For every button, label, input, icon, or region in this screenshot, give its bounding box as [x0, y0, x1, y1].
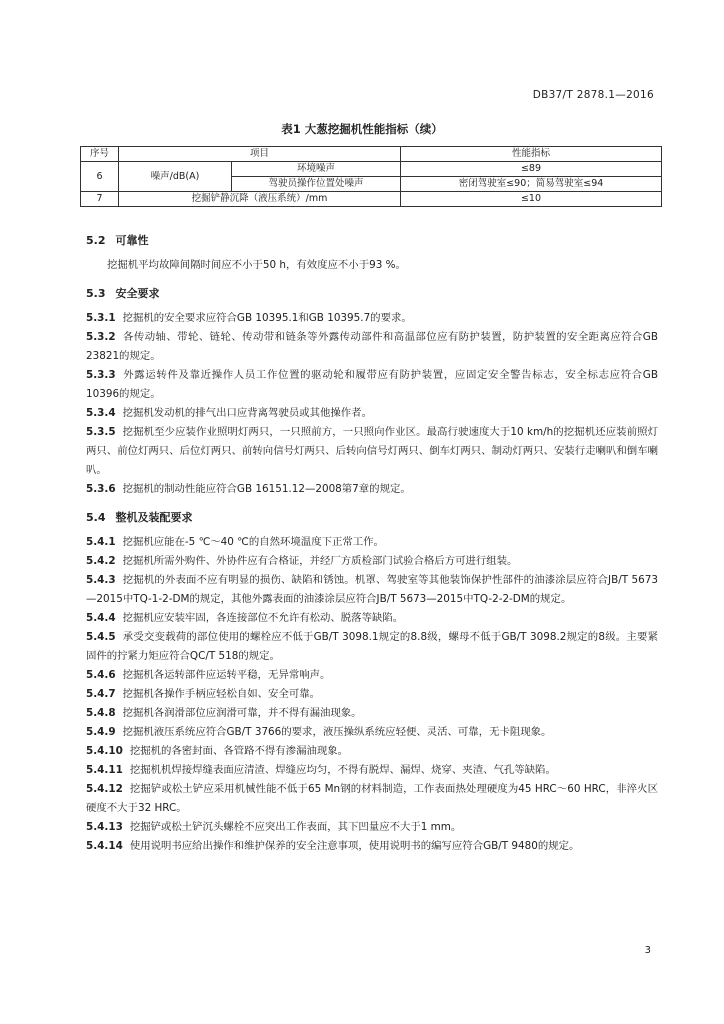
clause-number: 5.4.9 [86, 726, 116, 738]
section-heading: 5.3 安全要求 [86, 287, 160, 300]
clause-number: 5.4.14 [86, 840, 123, 852]
clause [86, 571, 658, 609]
clause-number: 5.3.2 [86, 331, 116, 343]
clause-text: 挖掘机至少应装作业照明灯两只，一只照前方，一只照向作业区。最高行驶速度大于10 km/h的挖掘机还应装前照灯两只、前位灯两只、后位灯两只、前转向信号灯两只、后转向信号灯两只、倒车灯两只、制动灯两只、安装行走喇叭和倒车喇叭。 [86, 426, 658, 476]
table-row [81, 162, 662, 177]
clause-text: 承受交变载荷的部位使用的螺栓应不低于GB/T 3098.1规定的8.8级，螺母不低于GB/T 3098.2规定的8级。主要紧固件的拧紧力矩应符合QC/T 518的规定。 [86, 631, 658, 662]
clause-text: 使用说明书应给出操作和维护保养的安全注意事项，使用说明书的编写应符合GB/T 9480的规定。 [129, 840, 580, 852]
clause-list [86, 533, 658, 856]
clause-number: 5.4.3 [86, 574, 116, 586]
clause-text: 外露运转件及靠近操作人员工作位置的驱动轮和履带应有防护装置，应固定安全警告标志，安全标志应符合GB 10396的规定。 [86, 369, 658, 400]
clause-text: 挖掘铲或松土铲沉头螺栓不应突出工作表面，其下凹量应不大于1 mm。 [129, 821, 462, 833]
clause-number: 5.3.1 [86, 312, 116, 324]
clause [86, 742, 658, 761]
clause [86, 423, 658, 480]
clause [86, 366, 658, 404]
clause-text: 挖掘机各润滑部位应润滑可靠，并不得有漏油现象。 [122, 707, 362, 719]
clause [86, 609, 658, 628]
clause-text: 挖掘机机焊接焊缝表面应清渣、焊缝应均匀，不得有脱焊、漏焊、烧穿、夹渣、气孔等缺陷。 [129, 764, 556, 776]
clause-text: 挖掘机的制动性能应符合GB 16151.12—2008第7章的规定。 [122, 483, 411, 495]
row-item: 挖掘铲静沉降（液压系统）/mm [119, 192, 401, 207]
clause-number: 5.4.10 [86, 745, 123, 757]
page-number: 3 [644, 945, 651, 956]
clause [86, 818, 658, 837]
clause-number: 5.3.6 [86, 483, 116, 495]
paragraph: 挖掘机平均故障间隔时间应不小于50 h，有效度应不小于93 %。 [107, 259, 406, 271]
row-subitem: 驾驶员操作位置处噪声 [232, 177, 401, 192]
clause-number: 5.4.6 [86, 669, 116, 681]
clause [86, 704, 658, 723]
row-item: 噪声/dB(A) [119, 162, 232, 192]
performance-table [80, 146, 662, 207]
clause [86, 723, 658, 742]
clause-number: 5.3.3 [86, 369, 116, 381]
document-body [86, 228, 658, 856]
clause [86, 480, 658, 499]
table-title: 表1 大葱挖掘机性能指标（续） [281, 122, 443, 136]
clause-text: 挖掘机各运转部件应运转平稳，无异常响声。 [122, 669, 331, 681]
clause-number: 5.4.8 [86, 707, 116, 719]
row-no: 7 [81, 192, 119, 207]
col-item: 项目 [119, 147, 401, 162]
clause-number: 5.4.7 [86, 688, 116, 700]
clause-text: 挖掘机应能在-5 ℃～40 ℃的自然环境温度下正常工作。 [122, 536, 384, 548]
clause-number: 5.4.12 [86, 783, 123, 795]
clause-text: 挖掘铲或松土铲应采用机械性能不低于65 Mn钢的材料制造，工作表面热处理硬度为45 HRC～60 HRC，非淬火区硬度不大于32 HRC。 [86, 783, 658, 814]
clause [86, 761, 658, 780]
clause-text: 挖掘机发动机的排气出口应背离驾驶员或其他操作者。 [122, 407, 372, 419]
clause-number: 5.4.1 [86, 536, 116, 548]
row-value: 密闭驾驶室≤90；简易驾驶室≤94 [401, 177, 662, 192]
clause-number: 5.4.5 [86, 631, 116, 643]
clause-text: 挖掘机的外表面不应有明显的损伤、缺陷和锈蚀。机罩、驾驶室等其他装饰保护性部件的油漆涂层应符合JB/T 5673—2015中TQ-1-2-DM的规定，其他外露表面的油漆涂层应符合JB/T 5673—2015中TQ-2-2-DM的规定。 [86, 574, 658, 605]
clause-text: 挖掘机的各密封面、各管路不得有渗漏油现象。 [129, 745, 349, 757]
section-heading: 5.4 整机及装配要求 [86, 511, 193, 524]
clause [86, 552, 658, 571]
clause-text: 挖掘机应安装牢固，各连接部位不允许有松动、脱落等缺陷。 [122, 612, 404, 624]
clause-text: 挖掘机液压系统应符合GB/T 3766的要求，液压操纵系统应轻便、灵活、可靠，无卡阻现象。 [122, 726, 552, 738]
row-value: ≤10 [401, 192, 662, 207]
table-header-row [81, 147, 662, 162]
clause-number: 5.4.4 [86, 612, 116, 624]
clause-number: 5.4.11 [86, 764, 123, 776]
clause-number: 5.3.5 [86, 426, 116, 438]
clause [86, 685, 658, 704]
clause [86, 309, 658, 328]
clause [86, 837, 658, 856]
clause-number: 5.4.2 [86, 555, 116, 567]
clause [86, 780, 658, 818]
clause [86, 628, 658, 666]
row-subitem: 环境噪声 [232, 162, 401, 177]
section-heading: 5.2 可靠性 [86, 234, 149, 247]
row-no: 6 [81, 162, 119, 192]
clause-list [86, 309, 658, 499]
clause-text: 挖掘机各操作手柄应轻松自如、安全可靠。 [122, 688, 321, 700]
col-spec: 性能指标 [401, 147, 662, 162]
table-row [81, 192, 662, 207]
clause-text: 挖掘机所需外购件、外协件应有合格证，并经厂方质检部门试验合格后方可进行组装。 [122, 555, 518, 567]
col-no: 序号 [81, 147, 119, 162]
clause-number: 5.3.4 [86, 407, 116, 419]
clause-text: 挖掘机的安全要求应符合GB 10395.1和GB 10395.7的要求。 [122, 312, 412, 324]
clause-text: 各传动轴、带轮、链轮、传动带和链条等外露传动部件和高温部位应有防护装置，防护装置的安全距离应符合GB 23821的规定。 [86, 331, 658, 362]
clause [86, 533, 658, 552]
clause [86, 328, 658, 366]
clause [86, 404, 658, 423]
clause [86, 666, 658, 685]
clause-number: 5.4.13 [86, 821, 123, 833]
standard-code: DB37/T 2878.1—2016 [532, 89, 654, 101]
row-value: ≤89 [401, 162, 662, 177]
